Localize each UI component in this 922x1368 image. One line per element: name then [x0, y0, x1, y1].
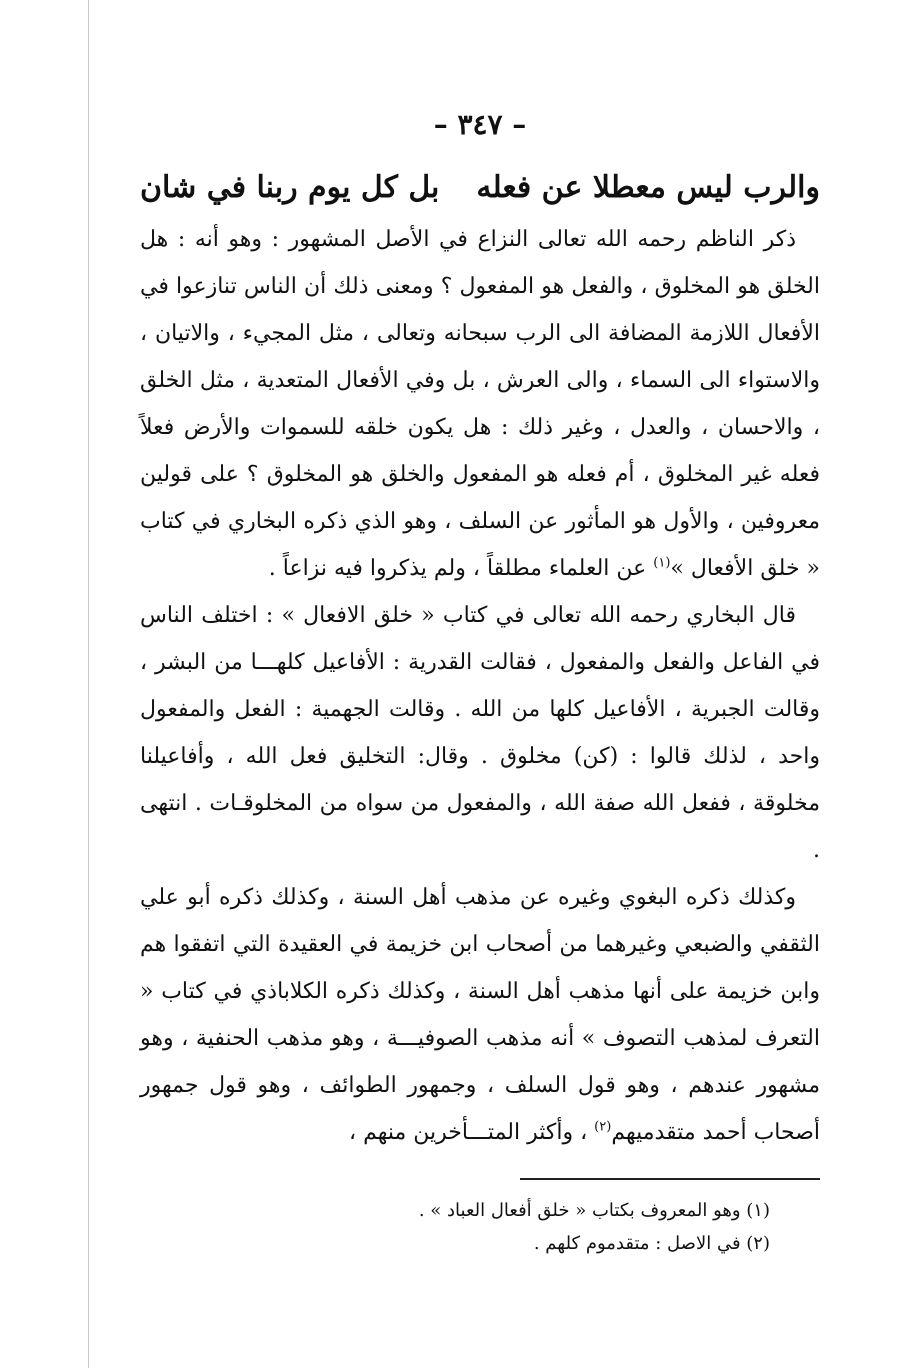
page-margin-rule — [88, 0, 89, 1368]
paragraph-1 — [140, 216, 820, 592]
verse-first-hemistich: والرب ليس معطلا عن فعله — [476, 170, 820, 205]
footnote-separator — [520, 1178, 820, 1180]
footnote-mark-2: (٢) — [594, 1119, 612, 1135]
paragraph-2: قال البخاري رحمه الله تعالى في كتاب « خلق الافعال » : اختلف الناس في الفاعل والفعل والمفعول ، فقالت القدرية : الأفاعيل كلهـــا من البشر ، وقالت الجبرية ، الأفاعيل كلها من الله . وقالت الجهمية : الفعل والمفعول واحد ، لذلك قالوا : (كن) مخلوق . وقال: التخليق فعل الله ، وأفاعيلنا مخلوقة ، ففعل الله صفة الله ، والمفعول من سواه من المخلوقـات . انتهى . — [140, 603, 820, 863]
footnote-2: (٢) في الاصل : متقدموم كلهم . — [533, 1233, 770, 1254]
body-text — [140, 216, 820, 1156]
paragraph-1-text: ذكر الناظم رحمه الله تعالى النزاع في الأصل المشهور : وهو أنه : هل الخلق هو المخلوق ، والفعل هو المفعول ؟ ومعنى ذلك أن الناس تنازعوا في الأفعال اللازمة المضافة الى الرب سبحانه وتعالى ، مثل المجيء ، والاتيان ، والاستواء الى السماء ، والى العرش ، بل وفي الأفعال المتعدية ، مثل الخلق ، والاحسان ، والعدل ، وغير ذلك : هل يكون خلقه للسموات والأرض فعلاً فعله غير المخلوق ، أم فعله هو المفعول والخلق هو المخلوق ؟ على قولين معروفين ، والأول هو المأثور عن السلف ، وهو الذي ذكره البخاري في كتاب « خلق الأفعال » — [140, 227, 820, 581]
footnotes — [140, 1194, 820, 1260]
paragraph-3-text: وكذلك ذكره البغوي وغيره عن مذهب أهل السنة ، وكذلك ذكره أبو علي الثقفي والضبعي وغيرهما من أصحاب ابن خزيمة في العقيدة التي اتفقوا هم وابن خزيمة على أنها مذهب أهل السنة ، وكذلك ذكره الكلاباذي في كتاب « التعرف لمذهب التصوف » أنه مذهب الصوفيـــة ، وهو مذهب الحنفية ، وهو مشهور عندهم ، وهو قول السلف ، وجمهور الطوائف ، وهو قول جمهور أصحاب أحمد متقدميهم — [140, 885, 820, 1145]
footnote-1: (١) وهو المعروف بكتاب « خلق أفعال العباد » . — [418, 1200, 770, 1221]
paragraph-3-continuation: ، وأكثر المتـــأخرين منهم ، — [348, 1120, 595, 1145]
page-number: – ٣٤٧ – — [433, 108, 527, 141]
footnote-mark-1: (١) — [653, 555, 671, 571]
document-page — [140, 100, 820, 1260]
paragraph-1-continuation: عن العلماء مطلقاً ، ولم يذكروا فيه نزاعاً . — [268, 556, 654, 581]
poem-verse — [140, 160, 820, 216]
paragraph-3 — [140, 874, 820, 1156]
verse-second-hemistich: بل كل يوم ربنا في شان — [140, 170, 440, 205]
